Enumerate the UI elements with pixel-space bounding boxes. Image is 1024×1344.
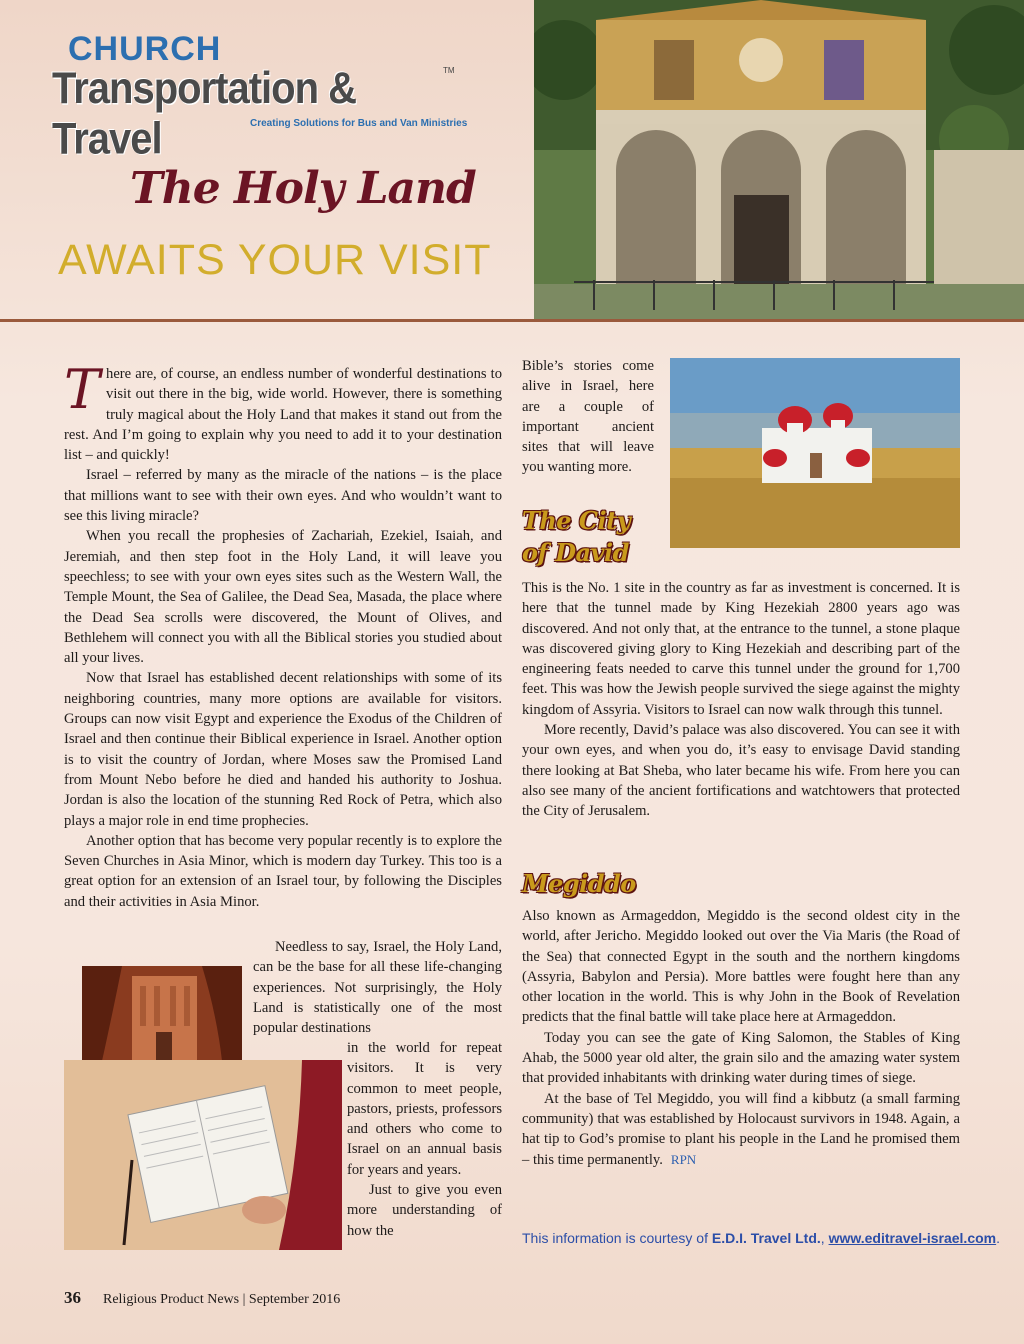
publication-info: Religious Product News | September 2016: [103, 1292, 341, 1307]
drop-cap: T: [64, 358, 101, 421]
article-left-mid-text: [253, 937, 502, 1038]
article-right-intro: [522, 356, 654, 478]
holy-bible-photo: [64, 1060, 342, 1250]
article-paragraph: Now that Israel has established decent relationships with some of its neighboring countries, many more options are available for visitors. Groups can now visit Egypt and experience the Exodus of the Children of Israel and then continue their Biblical experience in Israel. Another option is to visit the country of Jordan, where Moses saw the Promised Land from Mount Nebo before he died and handed his authority to Joshua. Jordan is also the location of the stunning Red Rock of Petra, which also plays a major role in end time prophecies.: [64, 670, 502, 829]
page-footer: [64, 1288, 340, 1308]
courtesy-website-link[interactable]: www.editravel-israel.com: [828, 1230, 997, 1246]
page-title: The Holy Land: [130, 163, 476, 214]
petra-photo: [82, 966, 242, 1061]
logo-main-text: Transportation & Travel: [52, 64, 357, 164]
article-paragraph: Just to give you even more understanding of how the: [347, 1182, 502, 1239]
page-subtitle: AWAITS YOUR VISIT: [58, 236, 492, 284]
section-body-megiddo: [522, 906, 960, 1170]
courtesy-prefix: This information is courtesy of: [522, 1230, 712, 1246]
logo-church-text: CHURCH: [68, 30, 222, 68]
petra-illustration: [82, 966, 242, 1061]
article-paragraph: Bible’s stories come alive in Israel, here are a couple of important ancient sites that will leave you wanting more.: [522, 358, 654, 476]
page-number: 36: [64, 1288, 81, 1307]
article-left-narrow-text: [347, 1038, 502, 1241]
publication-logo: [50, 30, 468, 164]
intro-text: here are, of course, an endless number of wonderful destinations to visit out there in the big, wide world. However, there is something truly magical about the Holy Land that makes it stand out from the rest. And I’m going to explain why you need to add it to your destination list – and quickly!: [64, 366, 502, 464]
header-divider: [0, 319, 1024, 322]
courtesy-separator: ,: [820, 1230, 829, 1246]
logo-trademark: TM: [443, 66, 455, 75]
section-body-city-of-david: [522, 578, 960, 822]
article-paragraph: [522, 1089, 960, 1170]
article-left-column: [64, 358, 502, 912]
red-domed-church-photo: [670, 358, 960, 548]
logo-tagline: Creating Solutions for Bus and Van Ministries: [250, 118, 468, 129]
closing-text: At the base of Tel Megiddo, you will find a kibbutz (a small farming community) that was established by Holocaust survivors in 1948. Again, a hat tip to God’s promise to plant his people in the Land he promised them – this time permanently.: [522, 1090, 960, 1168]
church-of-nations-photo: [534, 0, 1024, 320]
section-heading-city-of-david: The City of David: [522, 506, 631, 567]
domed-church-illustration: [670, 358, 960, 548]
rpn-endmark: RPN: [670, 1151, 697, 1167]
section-heading-megiddo: Megiddo: [522, 869, 636, 898]
article-paragraph: Needless to say, Israel, the Holy Land, can be the base for all these life-changing experiences. Not surprisingly, the Holy Land is statistically one of the most popular destinations: [253, 939, 502, 1037]
article-paragraph: Another option that has become very popular recently is to explore the Seven Churches in Asia Minor, which is modern day Turkey. This too is a great option for an extension of an Israel tour, by following the Disciples and their activities in Asia Minor.: [64, 832, 502, 910]
courtesy-company: E.D.I. Travel Ltd.: [711, 1230, 821, 1246]
article-paragraph: in the world for repeat visitors. It is very common to meet people, pastors, priests, professors and others who come to Israel on an annual basis for years and years.: [347, 1040, 502, 1178]
courtesy-line: [522, 1230, 1000, 1246]
article-paragraph: When you recall the prophesies of Zachariah, Ezekiel, Isaiah, and Jeremiah, and then step foot in the Holy Land, it will leave you speechless; to see with your own eyes sites such as the Western Wall, the Temple Mount, the Sea of Galilee, the Dead Sea, Masada, the place where the Dead Sea scrolls were discovered, the Mount of Olives, and Bethlehem will connect you with all the Biblical stories you studied about all your lives.: [64, 528, 502, 667]
church-photo-illustration: [534, 0, 1024, 320]
intro-paragraph: [64, 358, 502, 465]
bible-illustration: [64, 1060, 342, 1250]
article-paragraph: More recently, David’s palace was also discovered. You can see it with your own eyes, and when you do, it’s easy to envisage David standing there looking at Bat Sheba, who later became his wife. From here you can also see many of the ancient fortifications and watchtowers that protected the City of Jerusalem.: [522, 722, 960, 820]
article-paragraph: Israel – referred by many as the miracle of the nations – is the place that millions want to see with their own eyes. And who wouldn’t want to see this living miracle?: [64, 467, 502, 525]
article-paragraph: This is the No. 1 site in the country as far as investment is concerned. It is here that the tunnel made by King Hezekiah 2800 years ago was discovered. And not only that, at the entrance to the tunnel, a stone plaque was discovered giving glory to King Hezekiah and describing part of the engineering feats needed to carve this tunnel under the ground for 1,700 feet. This was how the Jewish people survived the siege against the mighty kingdom of Assyria. Visitors to Israel can now walk through this tunnel.: [522, 580, 960, 718]
article-paragraph: Also known as Armageddon, Megiddo is the second oldest city in the world, after Jericho. Megiddo looked out over the Via Maris (the Road of the Sea) that connected Egypt in the south and the northern kingdoms (Assyria, Babylon and Persia). More battles were fought here than any other location in the world. This is why John in the Book of Revelation predicts that the final battle will take place here at Armageddon.: [522, 908, 960, 1026]
courtesy-end: .: [996, 1230, 1001, 1246]
article-paragraph: Today you can see the gate of King Salomon, the Stables of King Ahab, the 5000 year old alter, the grain silo and the amazing water system that provided inhabitants with drinking water during times of siege.: [522, 1029, 960, 1087]
